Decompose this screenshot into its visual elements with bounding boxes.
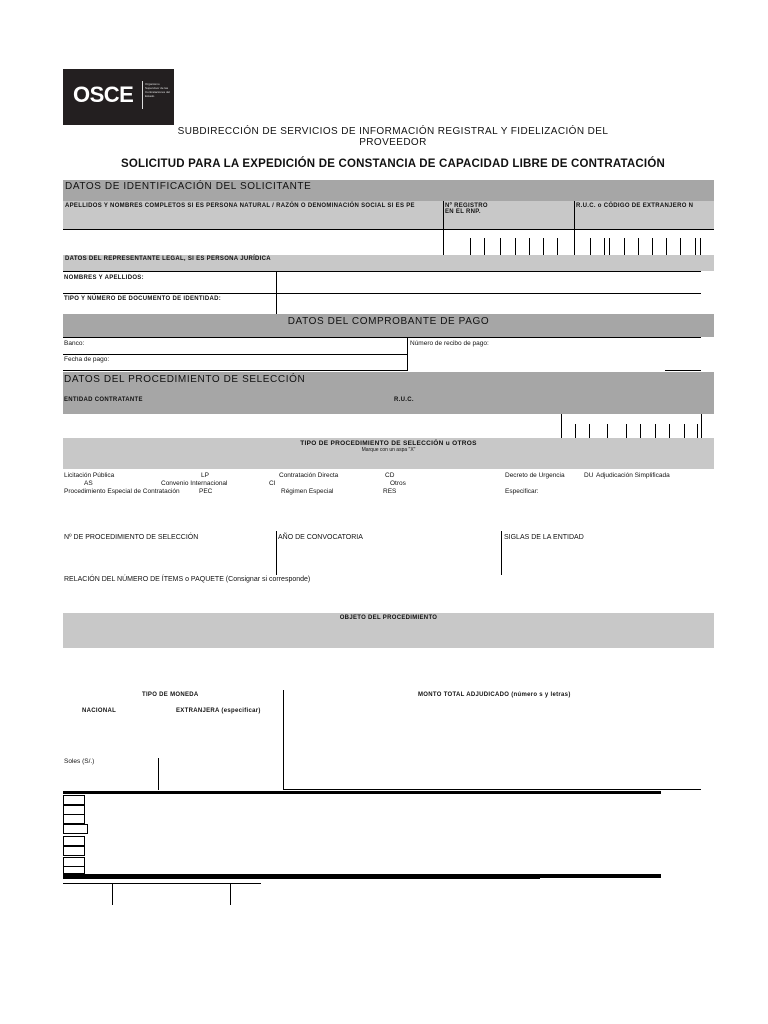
tipo-procedimiento-header xyxy=(63,438,714,469)
digit-tick xyxy=(529,238,530,255)
digit-tick xyxy=(484,238,485,255)
digit-tick xyxy=(607,424,608,438)
form-title: SOLICITUD PARA LA EXPEDICIÓN DE CONSTANCIA DE CAPACIDAD LIBRE DE CONTRATACIÓN xyxy=(121,158,665,170)
checkbox[interactable] xyxy=(63,836,85,846)
opt-otros[interactable]: Otros xyxy=(390,480,406,487)
digit-tick xyxy=(684,424,685,438)
col-registro-line-2: EN EL RNP. xyxy=(445,209,481,215)
tipo-title: TIPO DE PROCEDIMIENTO DE SELECCIÓN u OTROS xyxy=(300,440,477,447)
relacion-label: RELACIÓN DEL NÚMERO DE ÍTEMS o PAQUETE (Consignar si corresponde) xyxy=(64,576,311,583)
anio-input[interactable] xyxy=(278,545,500,573)
documento-label: TIPO Y NÚMERO DE DOCUMENTO DE IDENTIDAD: xyxy=(64,296,222,302)
opt-convenio[interactable]: Convenio Internacional xyxy=(161,480,228,487)
opt-du[interactable]: DU xyxy=(584,472,594,479)
checkbox[interactable] xyxy=(63,814,85,824)
representante-header: DATOS DEL REPRESENTANTE LEGAL, SI ES PERSONA JURÍDICA xyxy=(63,255,714,271)
divider xyxy=(501,531,502,575)
opt-pec[interactable]: PEC xyxy=(199,488,213,495)
digit-tick xyxy=(666,238,667,255)
opt-decreto[interactable]: Decreto de Urgencia xyxy=(505,472,565,479)
fecha-label: Fecha de pago: xyxy=(64,356,110,363)
divider xyxy=(230,883,231,905)
opt-pec-label[interactable]: Procedimiento Especial de Contratación xyxy=(64,488,180,495)
digit-tick xyxy=(695,238,696,255)
header-line-1: SUBDIRECCIÓN DE SERVICIOS DE INFORMACIÓN REGISTRAL Y FIDELIZACIÓN DEL xyxy=(177,126,609,137)
digit-tick xyxy=(669,424,670,438)
section-pago: DATOS DEL COMPROBANTE DE PAGO xyxy=(63,314,714,337)
opt-as[interactable]: AS xyxy=(84,480,93,487)
opt-licitacion[interactable]: Licitación Pública xyxy=(64,472,115,479)
digit-tick xyxy=(557,238,558,255)
section-identificacion: DATOS DE IDENTIFICACIÓN DEL SOLICITANTE xyxy=(63,180,714,201)
procedimiento-title: DATOS DEL PROCEDIMIENTO DE SELECCIÓN xyxy=(64,374,306,385)
digit-tick xyxy=(700,238,701,255)
digit-tick xyxy=(515,238,516,255)
divider xyxy=(112,883,113,905)
digit-tick xyxy=(575,424,576,438)
digit-tick xyxy=(500,238,501,255)
nombres-input[interactable] xyxy=(277,272,701,293)
siglas-label: SIGLAS DE LA ENTIDAD xyxy=(504,534,584,541)
digit-tick xyxy=(626,424,627,438)
banco-label: Banco: xyxy=(64,340,85,347)
anio-label: AÑO DE CONVOCATORIA xyxy=(278,534,363,541)
documento-input[interactable] xyxy=(277,294,701,314)
numero-label: Nº DE PROCEDIMIENTO DE SELECCIÓN xyxy=(64,534,199,541)
checkbox[interactable] xyxy=(63,824,88,834)
divider xyxy=(63,883,261,884)
divider xyxy=(63,337,701,338)
digit-tick xyxy=(604,238,605,255)
digit-tick xyxy=(589,424,590,438)
checkbox[interactable] xyxy=(63,795,85,805)
recibo-label: Número de recibo de pago: xyxy=(410,340,489,347)
digit-tick xyxy=(543,238,544,255)
opt-adjudicacion[interactable]: Adjudicación Simplificada xyxy=(596,472,670,479)
divider xyxy=(407,337,408,371)
checkbox[interactable] xyxy=(63,866,85,874)
divider xyxy=(540,878,661,879)
divider xyxy=(276,531,277,575)
objeto-header xyxy=(63,613,714,648)
digit-tick xyxy=(640,424,641,438)
digit-tick xyxy=(624,238,625,255)
thick-rule xyxy=(63,791,661,794)
digit-tick xyxy=(680,238,681,255)
nombres-label: NOMBRES Y APELLIDOS: xyxy=(64,275,144,281)
digit-tick xyxy=(652,238,653,255)
opt-especificar[interactable]: Especificar: xyxy=(505,488,539,495)
divider xyxy=(701,414,702,438)
extranjera-label: EXTRANJERA (especificar) xyxy=(176,708,261,714)
divider xyxy=(665,370,701,371)
digit-tick xyxy=(470,238,471,255)
objeto-label: OBJETO DEL PROCEDIMIENTO xyxy=(339,615,438,621)
logo-divider xyxy=(142,81,143,109)
soles-label: Soles (S/.) xyxy=(64,758,95,765)
nacional-label: NACIONAL xyxy=(82,708,117,714)
opt-res[interactable]: RES xyxy=(383,488,397,495)
entidad-input[interactable] xyxy=(63,414,561,437)
checkbox[interactable] xyxy=(63,846,85,856)
opt-cd[interactable]: CD xyxy=(385,472,395,479)
col-ruc-header: R.U.C. o CÓDIGO DE EXTRANJERO N xyxy=(574,201,714,230)
ruc-label: R.U.C. xyxy=(394,397,414,403)
monto-input[interactable] xyxy=(285,700,701,788)
numero-input[interactable] xyxy=(63,545,275,573)
osce-logo xyxy=(63,69,174,125)
logo-subtext: Organismo Supervisor de las Contrataciones del Estado xyxy=(145,82,171,98)
header-line-2: PROVEEDOR xyxy=(359,137,427,148)
opt-ci[interactable]: CI xyxy=(269,480,276,487)
digit-tick xyxy=(609,238,610,255)
col-registro-line-1: Nº REGISTRO xyxy=(445,203,488,209)
tipo-note: Marque con un aspa "X" xyxy=(361,447,416,453)
digit-tick xyxy=(697,424,698,438)
registro-input[interactable] xyxy=(444,230,574,255)
entidad-label: ENTIDAD CONTRATANTE xyxy=(64,397,143,403)
divider xyxy=(283,789,701,790)
digit-tick xyxy=(638,238,639,255)
col-registro-header xyxy=(443,201,574,230)
divider xyxy=(63,354,407,355)
moneda-label: TIPO DE MONEDA xyxy=(142,692,199,698)
ruc-input[interactable] xyxy=(575,230,714,255)
col-nombre-header: APELLIDOS Y NOMBRES COMPLETOS SI ES PERSONA NATURAL / RAZÓN O DENOMINACIÓN SOCIAL SI ES PE xyxy=(63,201,443,230)
nombre-input[interactable] xyxy=(63,230,443,255)
opt-lp[interactable]: LP xyxy=(201,472,209,479)
digit-tick xyxy=(655,424,656,438)
opt-regimen[interactable]: Régimen Especial xyxy=(281,488,334,495)
siglas-input[interactable] xyxy=(503,545,701,573)
divider xyxy=(561,414,562,438)
divider xyxy=(283,690,284,790)
divider xyxy=(63,370,407,371)
divider xyxy=(158,758,159,790)
logo-text: OSCE xyxy=(73,82,134,107)
monto-label: MONTO TOTAL ADJUDICADO (número s y letras) xyxy=(418,692,571,698)
opt-contratacion-directa[interactable]: Contratación Directa xyxy=(279,472,339,479)
section-procedimiento xyxy=(63,372,714,414)
objeto-input[interactable] xyxy=(63,650,714,688)
digit-tick xyxy=(590,238,591,255)
